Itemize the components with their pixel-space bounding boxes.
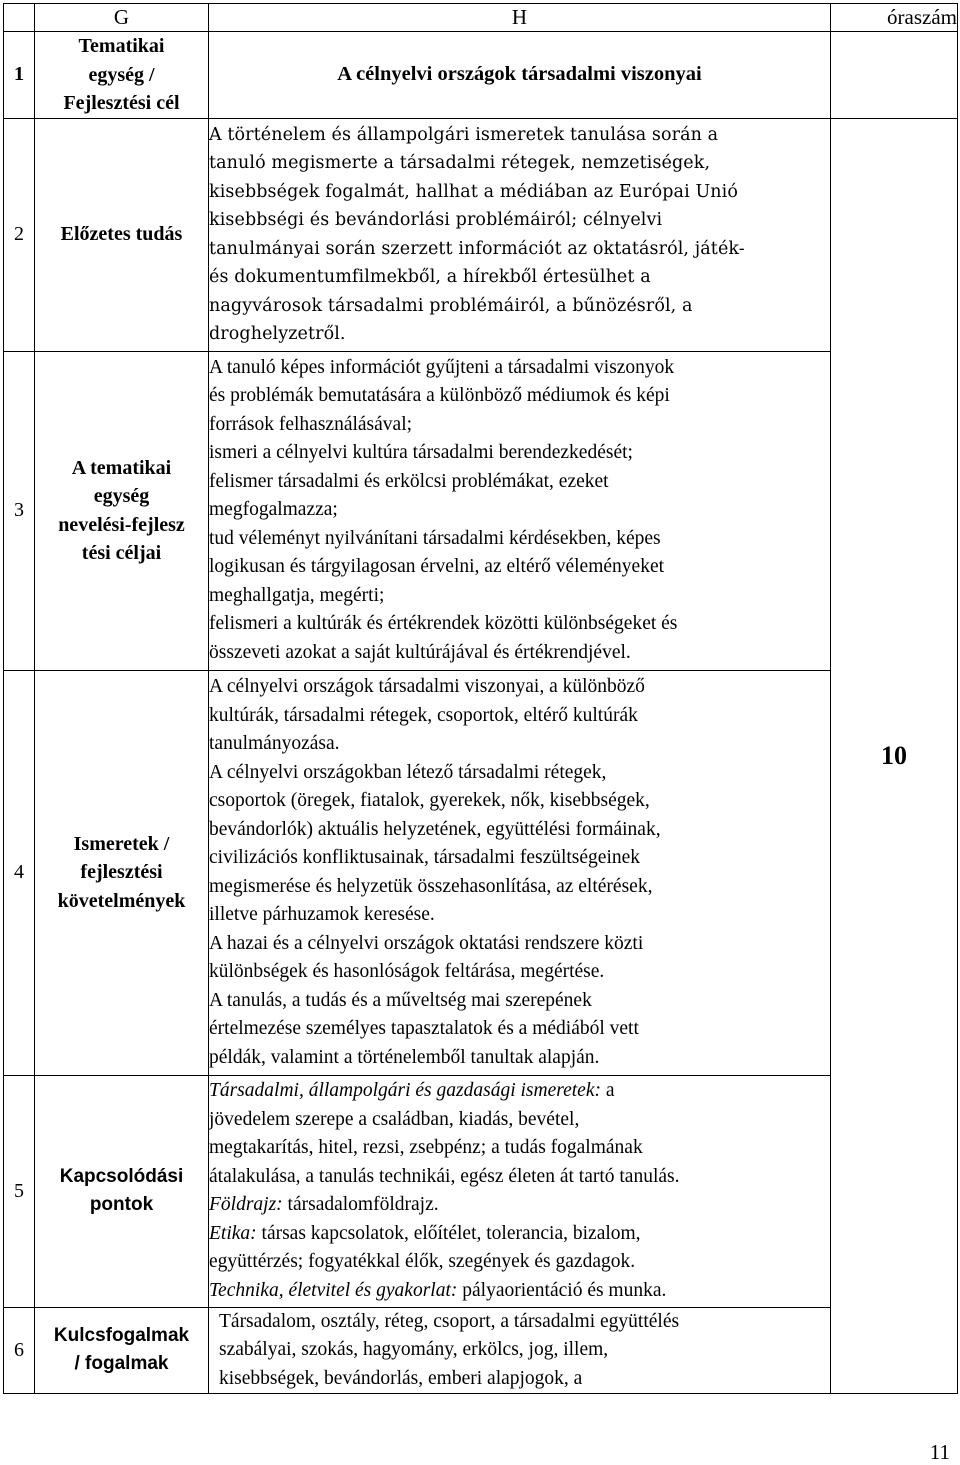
row-content: A történelem és állampolgári ismeretek tanulása során a tanuló megismerte a társadalmi rétegek, nemzetiségek, kisebbségek fogalmát, hallhat a médiában az Európai Unió kisebbségi és bevándorlási problémáiról; célnyelvi tanulmányai során szerzett információt az oktatásról, játék- és dokumentumfilmekből, a hírekből értesülhet a nagyvárosok társadalmi problémáiról, a bűnözésről, a droghelyzetről. xyxy=(209,118,831,351)
row-number: 6 xyxy=(4,1307,35,1394)
row-content: Társadalom, osztály, réteg, csoport, a társadalmi együttélés szabályai, szokás, hagyomány, erkölcs, jog, illem, kisebbségek, bevándorlás, emberi alapjogok, a xyxy=(209,1307,831,1394)
table-row xyxy=(4,118,958,351)
table-row xyxy=(4,670,958,1075)
table-row xyxy=(4,1307,958,1394)
table-row xyxy=(4,32,958,119)
header-col-h: H xyxy=(209,4,831,32)
hours-value: 10 xyxy=(831,118,958,1394)
row-label: Kapcsolódási pontok xyxy=(35,1075,209,1307)
row-number: 3 xyxy=(4,351,35,670)
page-number: 11 xyxy=(929,1440,950,1464)
table-row xyxy=(4,1075,958,1307)
row-number: 4 xyxy=(4,670,35,1075)
row-number: 2 xyxy=(4,118,35,351)
row-label: Tematikai egység / Fejlesztési cél xyxy=(35,32,209,119)
row-content: Társadalmi, állampolgári és gazdasági ismeretek: a jövedelem szerepe a családban, kiadás, bevétel, megtakarítás, hitel, rezsi, zsebpénz; a tudás fogalmának átalakulása, a tanulás technikái, egész életen át tartó tanulás. Földrajz: társadalomföldrajz. Etika: társas kapcsolatok, előítélet, tolerancia, bizalom, együttérzés; fogyatékkal élők, szegények és gazdagok. Technika, életvitel és gyakorlat: pályaorientáció és munka. xyxy=(209,1075,831,1307)
header-row xyxy=(4,4,958,32)
curriculum-table xyxy=(3,3,958,1394)
row-number: 1 xyxy=(4,32,35,119)
row-label: A tematikai egység nevelési-fejlesz tési céljai xyxy=(35,351,209,670)
row-label: Előzetes tudás xyxy=(35,118,209,351)
row-label: Kulcsfogalmak / fogalmak xyxy=(35,1307,209,1394)
row-number: 5 xyxy=(4,1075,35,1307)
row-content: A célnyelvi országok társadalmi viszonyai, a különböző kultúrák, társadalmi rétegek, csoportok, eltérő kultúrák tanulmányozása. A célnyelvi országokban létező társadalmi rétegek, csoportok (öregek, fiatalok, gyerekek, nők, kisebbségek, bevándorlók) aktuális helyzetének, együttélési formáinak, civilizációs konfliktusainak, társadalmi feszültségeinek megismerése és helyzetük összehasonlítása, az eltérések, illetve párhuzamok keresése. A hazai és a célnyelvi országok oktatási rendszere közti különbségek és hasonlóságok feltárása, megértése. A tanulás, a tudás és a műveltség mai szerepének értelmezése személyes tapasztalatok és a médiából vett példák, valamint a történelemből tanultak alapján. xyxy=(209,670,831,1075)
row-label: Ismeretek / fejlesztési követelmények xyxy=(35,670,209,1075)
header-col-g: G xyxy=(35,4,209,32)
row-content: A tanuló képes információt gyűjteni a társadalmi viszonyok és problémák bemutatására a különböző médiumok és képi források felhasználásával; ismeri a célnyelvi kultúra társadalmi berendezkedését; felismer társadalmi és erkölcsi problémákat, ezeket megfogalmazza; tud véleményt nyilvánítani társadalmi kérdésekben, képes logikusan és tárgyilagosan érvelni, az eltérő véleményeket meghallgatja, megérti; felismeri a kultúrák és értékrendek közötti különbségeket és összeveti azokat a saját kultúrájával és értékrendjével. xyxy=(209,351,831,670)
header-col-hours: óraszám xyxy=(831,4,958,32)
table-row xyxy=(4,351,958,670)
unit-title: A célnyelvi országok társadalmi viszonyai xyxy=(209,32,831,119)
